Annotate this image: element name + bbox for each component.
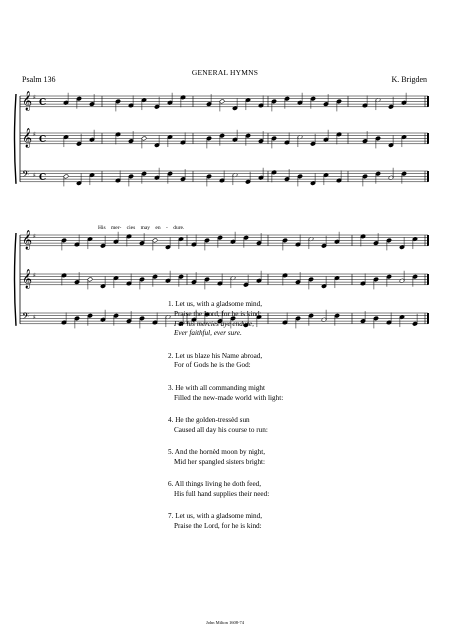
verse-line: 1. Let us, with a gladsome mind, <box>168 300 263 308</box>
time-signature: C <box>39 98 47 108</box>
verse-line: For of Gods he is the God: <box>174 361 251 370</box>
verse-line: His full hand supplies their need: <box>174 489 270 498</box>
verse-line: 6. All things living he doth feed, <box>168 480 262 489</box>
verse-7 <box>168 512 428 532</box>
verse-line: Mid her spangled sisters bright: <box>174 457 266 466</box>
system-brace <box>15 233 17 326</box>
footer-credit: John Milton 1608-74 <box>205 620 244 625</box>
bass-clef: 𝄢 <box>22 169 30 182</box>
verse-refrain-line: For his mercies aye endure, <box>174 319 254 328</box>
verse-line: 4. He the golden-tressèd sun <box>168 415 250 424</box>
treble-clef: 𝄞 <box>22 230 33 250</box>
key-signature-sharp: ♯ <box>33 314 36 321</box>
verse-4 <box>168 416 428 436</box>
verse-line: Filled the new-made world with light: <box>174 393 284 402</box>
verse-line: 2. Let us blaze his Name abroad, <box>168 351 263 360</box>
verse-line: 7. Let us, with a gladsome mind, <box>168 512 263 521</box>
key-signature-sharp: ♯ <box>33 272 36 279</box>
psalm-label: Psalm 136 <box>22 75 56 84</box>
verse-line: Praise the Lord, for he is kind: <box>174 309 262 318</box>
hymn-verses <box>168 300 428 544</box>
verse-1 <box>168 300 428 339</box>
treble-clef: 𝄞 <box>22 269 33 289</box>
verse-3 <box>168 384 428 404</box>
system-brace <box>15 94 17 184</box>
treble-clef: 𝄞 <box>22 91 33 111</box>
key-signature-sharp: ♯ <box>33 94 36 101</box>
verse-6 <box>168 480 428 500</box>
verse-5 <box>168 448 428 468</box>
verse-line: 3. He with all commanding might <box>168 383 266 392</box>
time-signature: C <box>39 135 47 145</box>
verse-2 <box>168 352 428 372</box>
key-signature-sharp: ♯ <box>33 172 36 179</box>
verse-line: Praise the Lord, for he is kind: <box>174 521 262 530</box>
composer-name: K. Brigden <box>391 75 427 84</box>
lyric-line: His mer- cies may en - dure. <box>98 225 185 231</box>
page-title: GENERAL HYMNS <box>191 68 259 77</box>
key-signature-sharp: ♯ <box>33 131 36 138</box>
verse-line: Caused all day his course to run: <box>174 425 268 434</box>
bass-clef: 𝄢 <box>22 311 30 324</box>
treble-clef: 𝄞 <box>22 128 33 148</box>
key-signature-sharp: ♯ <box>33 233 36 240</box>
verse-line: 5. And the hornèd moon by night, <box>168 447 266 456</box>
time-signature: C <box>39 173 47 183</box>
verse-refrain-line: Ever faithful, ever sure. <box>174 329 242 338</box>
